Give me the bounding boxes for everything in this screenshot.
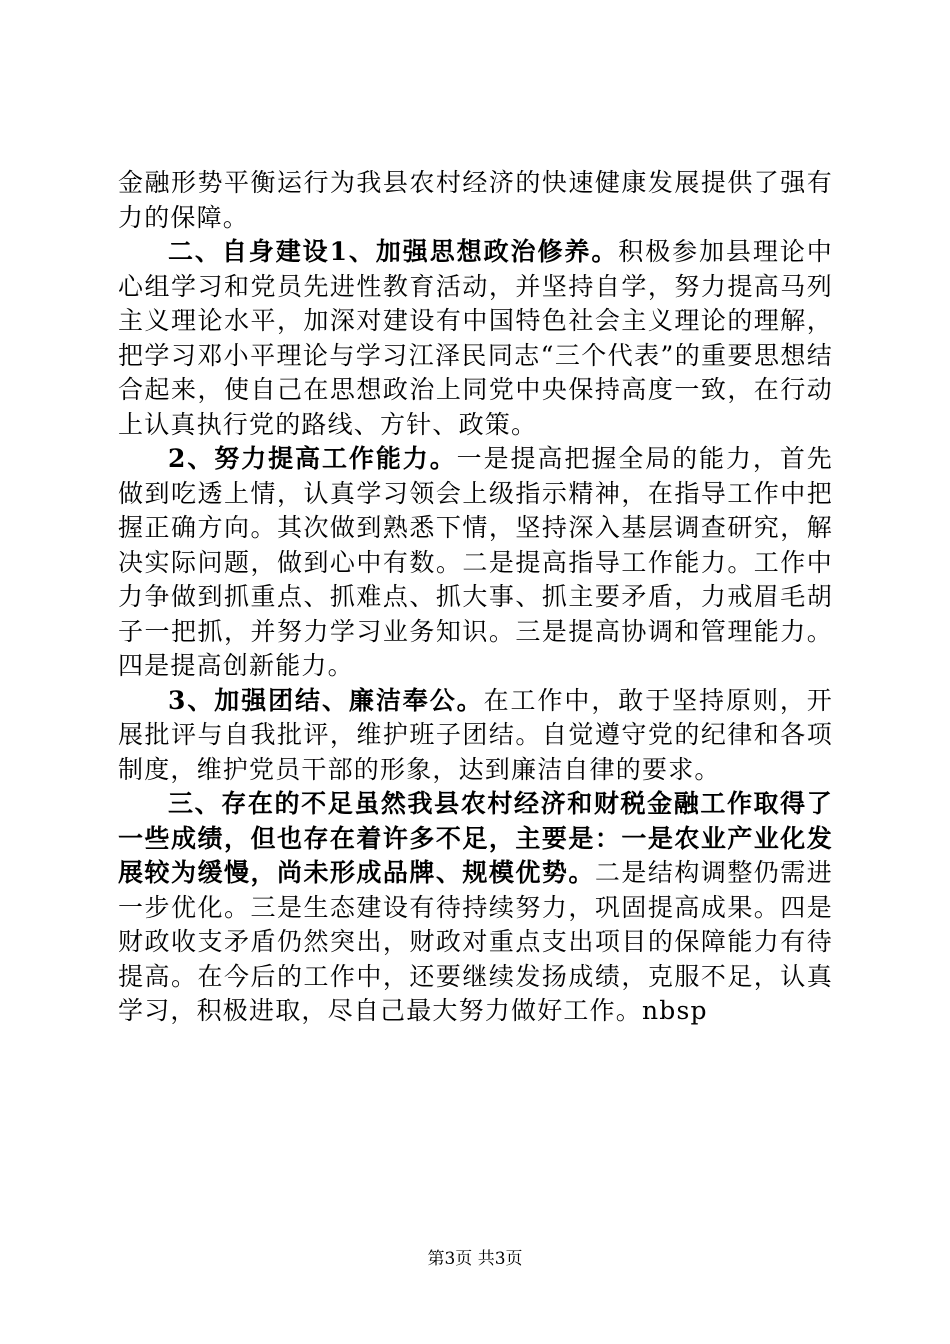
paragraph-1-text: 金融形势平衡运行为我县农村经济的快速健康发展提供了强有力的保障。 [118,168,833,232]
paragraph-2-text: 积极参加县理论中心组学习和党员先进性教育活动，并坚持自学，努力提高马列主义理论水平，加深对建设有中国特色社会主义理论的理解，把学习邓小平理论与学习江泽民同志“三个代表”的重要思想结合起来，使自己在思想政治上同党中央保持高度一致，在行动上认真执行党的路线、方针、政策。 [118,237,833,439]
paragraph-2-heading: 二、自身建设1、加强思想政治修养。 [168,237,619,266]
paragraph-4-text: 在工作中，敢于坚持原则，开展批评与自我批评，维护班子团结。自觉遵守党的纪律和各项制度，维护党员干部的形象，达到廉洁自律的要求。 [118,685,833,784]
paragraph-5 [118,787,833,1029]
paragraph-3-text: 一是提高把握全局的能力，首先做到吃透上情，认真学习领会上级指示精神，在指导工作中把握正确方向。其次做到熟悉下情，坚持深入基层调查研究，解决实际问题，做到心中有数。二是提高指导工作能力。工作中力争做到抓重点、抓难点、抓大事、抓主要矛盾，力戒眉毛胡子一把抓，并努力学习业务知识。三是提高协调和管理能力。四是提高创新能力。 [118,444,833,680]
paragraph-5-heading: 三、存在的不足虽然我县农村经济和财税金融工作取得了一些成绩，但也存在着许多不足，主要是：一是农业产业化发展较为缓慢，尚未形成品牌、规模优势。 [118,789,833,887]
paragraph-4 [118,684,833,788]
paragraph-4-heading: 3、加强团结、廉洁奉公。 [168,685,484,715]
paragraph-1 [118,166,833,235]
paragraph-2 [118,235,833,442]
paragraph-3 [118,442,833,684]
paragraph-3-heading: 2、努力提高工作能力。 [168,444,457,473]
paragraph-5-text: 二是结构调整仍需进一步优化。三是生态建设有待持续努力，巩固提高成果。四是财政收支矛盾仍然突出，财政对重点支出项目的保障能力有待提高。在今后的工作中，还要继续发扬成绩，克服不足，认真学习，积极进取，尽自己最大努力做好工作。nbsp [118,858,833,1025]
document-body [118,166,833,1029]
page-number-footer: 第3页 共3页 [427,1249,523,1269]
